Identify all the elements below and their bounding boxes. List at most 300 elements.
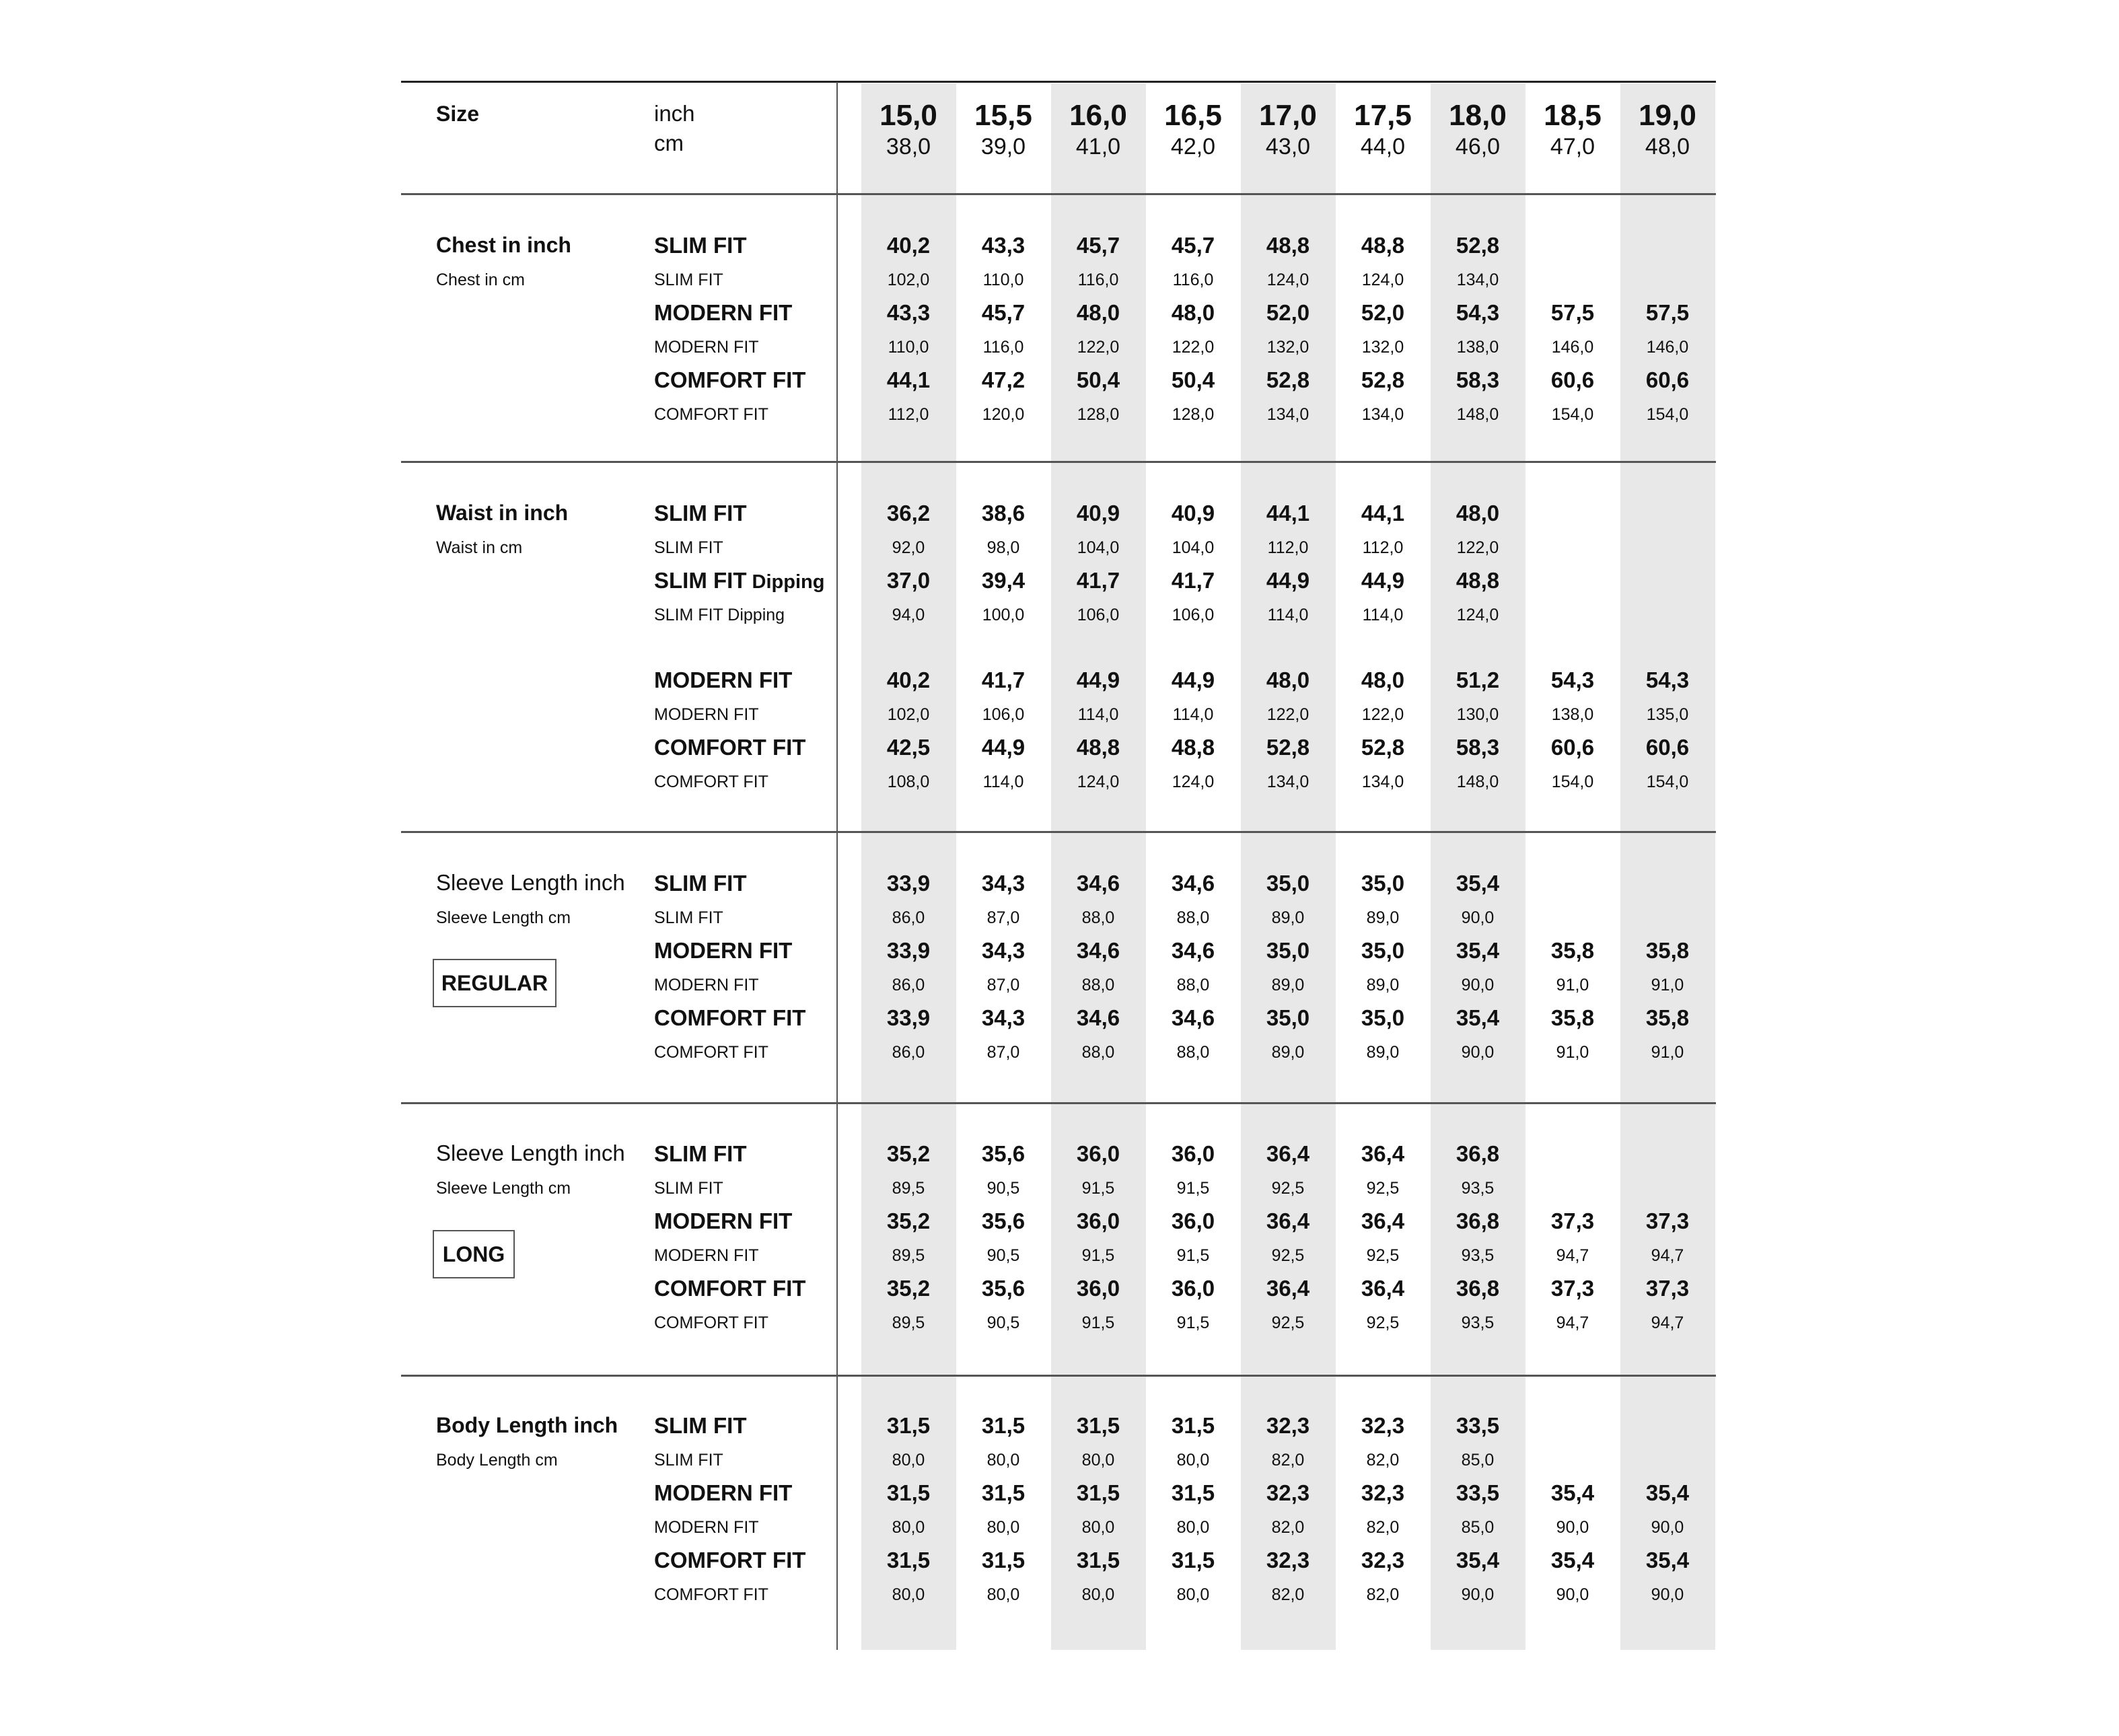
value-inch: 32,3 (1266, 1413, 1310, 1438)
value-inch: 35,2 (886, 1141, 931, 1166)
value-inch: 31,5 (886, 1548, 931, 1572)
value-cm: 132,0 (1361, 338, 1404, 357)
value-inch: 34,3 (981, 938, 1026, 963)
size-inch-header: 17,0 (1259, 99, 1317, 132)
value-inch: 40,9 (1076, 501, 1120, 526)
value-cm: 116,0 (1077, 270, 1119, 289)
value-cm: 114,0 (1362, 606, 1404, 624)
value-cm: 134,0 (1266, 772, 1309, 791)
value-cm: 134,0 (1361, 772, 1404, 791)
value-inch: 34,3 (981, 871, 1026, 896)
value-inch: 35,2 (886, 1208, 931, 1233)
value-inch: 31,5 (886, 1480, 931, 1505)
value-inch: 52,8 (1266, 367, 1310, 392)
value-inch: 33,5 (1456, 1413, 1500, 1438)
value-cm: 89,0 (1366, 908, 1400, 927)
value-inch: 48,0 (1076, 300, 1120, 325)
fit-label: SLIM FIT (654, 1451, 723, 1470)
fit-label: COMFORT FIT (654, 1276, 806, 1301)
value-inch: 35,0 (1266, 871, 1310, 896)
value-inch: 51,2 (1456, 667, 1500, 692)
size-inch-header: 18,5 (1544, 99, 1602, 132)
value-inch: 60,6 (1645, 735, 1690, 760)
value-cm: 88,0 (1176, 1043, 1210, 1062)
value-cm: 82,0 (1366, 1585, 1400, 1604)
fit-label: SLIM FIT (654, 1179, 723, 1198)
size-cm-header: 38,0 (886, 134, 931, 159)
value-inch: 48,0 (1171, 300, 1215, 325)
value-inch: 35,8 (1550, 1005, 1595, 1030)
value-cm: 124,0 (1361, 270, 1404, 289)
fit-label: COMFORT FIT (654, 1548, 806, 1572)
value-cm: 91,0 (1556, 1043, 1589, 1062)
value-cm: 92,5 (1366, 1246, 1400, 1265)
section-divider (401, 1375, 1716, 1377)
value-inch: 44,1 (886, 367, 931, 392)
value-cm: 138,0 (1551, 705, 1594, 724)
value-cm: 104,0 (1172, 538, 1215, 557)
fit-label: COMFORT FIT (654, 367, 806, 392)
value-cm: 80,0 (892, 1585, 925, 1604)
value-inch: 36,4 (1266, 1276, 1310, 1301)
value-cm: 102,0 (887, 270, 930, 289)
section-label-cm: Waist in cm (436, 538, 523, 557)
value-cm: 89,0 (1271, 976, 1305, 994)
fit-label: MODERN FIT (654, 705, 759, 724)
value-inch: 48,8 (1171, 735, 1215, 760)
value-inch: 52,0 (1266, 300, 1310, 325)
size-cm-header: 43,0 (1265, 134, 1311, 159)
value-cm: 90,5 (986, 1246, 1020, 1265)
fit-label: SLIM FIT (654, 233, 747, 258)
value-inch: 31,5 (981, 1548, 1026, 1572)
value-cm: 85,0 (1461, 1518, 1495, 1537)
value-cm: 122,0 (1266, 705, 1309, 724)
value-cm: 90,0 (1556, 1518, 1589, 1537)
value-inch: 36,0 (1076, 1276, 1120, 1301)
value-inch: 48,0 (1266, 667, 1310, 692)
value-cm: 88,0 (1081, 908, 1115, 927)
value-cm: 82,0 (1271, 1518, 1305, 1537)
fit-label: SLIM FIT Dipping (654, 568, 825, 593)
value-inch: 32,3 (1266, 1548, 1310, 1572)
value-cm: 85,0 (1461, 1451, 1495, 1470)
value-inch: 54,3 (1550, 667, 1595, 692)
value-inch: 35,4 (1550, 1480, 1595, 1505)
value-inch: 36,2 (886, 501, 931, 526)
value-cm: 94,7 (1651, 1246, 1684, 1265)
value-cm: 80,0 (986, 1451, 1020, 1470)
value-cm: 90,0 (1461, 1585, 1495, 1604)
value-inch: 41,7 (1171, 568, 1215, 593)
value-cm: 116,0 (982, 338, 1024, 357)
value-cm: 90,0 (1651, 1518, 1684, 1537)
value-inch: 34,6 (1076, 871, 1120, 896)
value-cm: 112,0 (1267, 538, 1309, 557)
size-cm-header: 48,0 (1645, 134, 1690, 159)
value-inch: 37,3 (1550, 1276, 1595, 1301)
top-rule (401, 81, 1716, 83)
value-cm: 91,5 (1081, 1179, 1115, 1198)
value-cm: 91,5 (1081, 1246, 1115, 1265)
value-cm: 106,0 (982, 705, 1025, 724)
size-inch-header: 15,0 (879, 99, 937, 132)
size-inch-header: 16,5 (1164, 99, 1222, 132)
value-inch: 35,2 (886, 1276, 931, 1301)
value-cm: 154,0 (1551, 772, 1594, 791)
value-cm: 87,0 (986, 976, 1020, 994)
value-inch: 57,5 (1645, 300, 1690, 325)
value-inch: 36,4 (1361, 1208, 1405, 1233)
value-cm: 80,0 (1176, 1451, 1210, 1470)
value-inch: 41,7 (1076, 568, 1120, 593)
value-cm: 91,0 (1651, 1043, 1684, 1062)
value-inch: 36,4 (1361, 1141, 1405, 1166)
value-cm: 93,5 (1461, 1313, 1495, 1332)
size-cm-header: 39,0 (980, 134, 1026, 159)
value-inch: 50,4 (1171, 367, 1215, 392)
section-divider (401, 193, 1716, 195)
value-inch: 35,0 (1266, 938, 1310, 963)
value-inch: 44,9 (1171, 667, 1215, 692)
value-inch: 43,3 (886, 300, 931, 325)
fit-label: SLIM FIT (654, 538, 723, 557)
fit-label: MODERN FIT (654, 300, 793, 325)
value-cm: 90,0 (1461, 976, 1495, 994)
value-inch: 32,3 (1361, 1548, 1405, 1572)
value-cm: 114,0 (1077, 705, 1119, 724)
value-inch: 35,6 (981, 1276, 1026, 1301)
value-inch: 33,9 (886, 938, 931, 963)
value-inch: 32,3 (1361, 1413, 1405, 1438)
value-cm: 80,0 (892, 1451, 925, 1470)
value-inch: 35,0 (1361, 938, 1405, 963)
column-divider (836, 82, 838, 1650)
fit-label: MODERN FIT (654, 976, 759, 994)
value-inch: 36,0 (1076, 1208, 1120, 1233)
value-inch: 36,0 (1171, 1276, 1215, 1301)
value-inch: 37,3 (1645, 1208, 1690, 1233)
value-inch: 45,7 (1076, 233, 1120, 258)
value-inch: 60,6 (1645, 367, 1690, 392)
value-cm: 89,5 (892, 1179, 925, 1198)
value-inch: 37,3 (1645, 1276, 1690, 1301)
unit-inch-label: inch (654, 101, 695, 126)
value-inch: 35,4 (1645, 1480, 1690, 1505)
value-inch: 40,2 (886, 667, 931, 692)
value-inch: 44,9 (1266, 568, 1310, 593)
fit-label: MODERN FIT (654, 1480, 793, 1505)
value-cm: 108,0 (887, 772, 930, 791)
value-cm: 93,5 (1461, 1246, 1495, 1265)
fit-label: MODERN FIT (654, 1246, 759, 1265)
sleeve-type-badge: REGULAR (433, 959, 556, 1007)
value-cm: 130,0 (1456, 705, 1499, 724)
sleeve-type-badge: LONG (433, 1230, 515, 1278)
value-cm: 122,0 (1172, 338, 1215, 357)
value-cm: 82,0 (1366, 1451, 1400, 1470)
value-cm: 132,0 (1266, 338, 1309, 357)
value-inch: 58,3 (1456, 735, 1500, 760)
value-inch: 31,5 (1076, 1548, 1120, 1572)
size-cm-header: 41,0 (1075, 134, 1121, 159)
value-cm: 89,5 (892, 1313, 925, 1332)
value-cm: 80,0 (986, 1518, 1020, 1537)
value-cm: 91,5 (1176, 1313, 1210, 1332)
fit-label: COMFORT FIT (654, 1043, 768, 1062)
value-inch: 32,3 (1361, 1480, 1405, 1505)
fit-label: SLIM FIT (654, 908, 723, 927)
value-cm: 92,0 (892, 538, 925, 557)
value-cm: 120,0 (982, 405, 1025, 424)
value-inch: 37,0 (886, 568, 931, 593)
value-inch: 31,5 (1171, 1480, 1215, 1505)
value-inch: 35,4 (1456, 938, 1500, 963)
value-cm: 94,0 (892, 606, 925, 624)
value-cm: 110,0 (982, 270, 1024, 289)
value-cm: 138,0 (1456, 338, 1499, 357)
value-inch: 44,1 (1266, 501, 1310, 526)
unit-cm-label: cm (654, 131, 684, 155)
value-cm: 91,0 (1651, 976, 1684, 994)
value-inch: 35,8 (1645, 938, 1690, 963)
value-cm: 90,0 (1461, 908, 1495, 927)
value-inch: 54,3 (1456, 300, 1500, 325)
value-cm: 91,0 (1556, 976, 1589, 994)
value-cm: 90,5 (986, 1313, 1020, 1332)
value-cm: 135,0 (1646, 705, 1689, 724)
value-inch: 36,0 (1171, 1208, 1215, 1233)
value-cm: 104,0 (1077, 538, 1120, 557)
value-cm: 124,0 (1266, 270, 1309, 289)
value-cm: 148,0 (1456, 772, 1499, 791)
value-inch: 33,9 (886, 1005, 931, 1030)
value-inch: 31,5 (1076, 1413, 1120, 1438)
value-cm: 92,5 (1271, 1313, 1305, 1332)
size-inch-header: 16,0 (1069, 99, 1127, 132)
fit-label: COMFORT FIT (654, 735, 806, 760)
value-cm: 146,0 (1551, 338, 1594, 357)
value-inch: 34,6 (1171, 938, 1215, 963)
value-inch: 54,3 (1645, 667, 1690, 692)
value-cm: 92,5 (1271, 1179, 1305, 1198)
value-cm: 94,7 (1556, 1246, 1589, 1265)
value-cm: 90,0 (1556, 1585, 1589, 1604)
value-inch: 36,4 (1266, 1141, 1310, 1166)
value-inch: 33,5 (1456, 1480, 1500, 1505)
value-inch: 48,8 (1456, 568, 1500, 593)
section-label-cm: Chest in cm (436, 270, 525, 289)
value-inch: 44,9 (1361, 568, 1405, 593)
value-inch: 44,9 (981, 735, 1026, 760)
value-inch: 48,8 (1361, 233, 1405, 258)
value-inch: 34,3 (981, 1005, 1026, 1030)
value-cm: 82,0 (1366, 1518, 1400, 1537)
value-inch: 35,4 (1456, 1548, 1500, 1572)
value-inch: 48,0 (1361, 667, 1405, 692)
value-inch: 45,7 (981, 300, 1026, 325)
fit-label: SLIM FIT (654, 1413, 747, 1438)
value-cm: 87,0 (986, 908, 1020, 927)
value-inch: 35,4 (1456, 871, 1500, 896)
value-cm: 89,5 (892, 1246, 925, 1265)
value-cm: 128,0 (1172, 405, 1215, 424)
value-cm: 86,0 (892, 908, 925, 927)
value-cm: 114,0 (1267, 606, 1309, 624)
size-cm-header: 46,0 (1455, 134, 1501, 159)
value-cm: 88,0 (1081, 1043, 1115, 1062)
value-cm: 88,0 (1176, 976, 1210, 994)
value-inch: 43,3 (981, 233, 1026, 258)
size-inch-header: 17,5 (1354, 99, 1412, 132)
value-inch: 35,4 (1456, 1005, 1500, 1030)
value-inch: 36,8 (1456, 1141, 1500, 1166)
value-inch: 35,8 (1645, 1005, 1690, 1030)
fit-label: COMFORT FIT (654, 1585, 768, 1604)
value-inch: 34,6 (1171, 1005, 1215, 1030)
value-inch: 35,4 (1550, 1548, 1595, 1572)
value-cm: 122,0 (1361, 705, 1404, 724)
fit-label: COMFORT FIT (654, 1005, 806, 1030)
value-cm: 100,0 (982, 606, 1025, 624)
section-label-inch: Sleeve Length inch (436, 1141, 625, 1165)
value-inch: 31,5 (886, 1413, 931, 1438)
value-cm: 80,0 (986, 1585, 1020, 1604)
fit-label: COMFORT FIT (654, 772, 768, 791)
value-inch: 36,4 (1266, 1208, 1310, 1233)
value-cm: 92,5 (1271, 1246, 1305, 1265)
fit-label: COMFORT FIT (654, 405, 768, 424)
value-cm: 80,0 (1176, 1585, 1210, 1604)
value-inch: 34,6 (1076, 1005, 1120, 1030)
value-inch: 32,3 (1266, 1480, 1310, 1505)
value-inch: 42,5 (886, 735, 931, 760)
value-inch: 31,5 (981, 1480, 1026, 1505)
value-inch: 47,2 (981, 367, 1026, 392)
value-inch: 35,6 (981, 1141, 1026, 1166)
value-cm: 91,5 (1081, 1313, 1115, 1332)
section-divider (401, 831, 1716, 833)
value-cm: 122,0 (1077, 338, 1120, 357)
section-label-inch: Sleeve Length inch (436, 870, 625, 895)
value-cm: 112,0 (1362, 538, 1404, 557)
value-cm: 122,0 (1456, 538, 1499, 557)
fit-label: MODERN FIT (654, 338, 759, 357)
section-label-inch: Body Length inch (436, 1413, 618, 1437)
value-inch: 31,5 (981, 1413, 1026, 1438)
value-cm: 112,0 (888, 405, 929, 424)
value-cm: 134,0 (1456, 270, 1499, 289)
value-inch: 52,0 (1361, 300, 1405, 325)
fit-label: SLIM FIT (654, 1141, 747, 1166)
value-cm: 80,0 (1081, 1518, 1115, 1537)
fit-label: SLIM FIT Dipping (654, 606, 785, 624)
value-cm: 106,0 (1077, 606, 1120, 624)
section-label-cm: Body Length cm (436, 1451, 558, 1470)
value-inch: 31,5 (1171, 1413, 1215, 1438)
value-inch: 52,8 (1361, 735, 1405, 760)
value-inch: 48,8 (1076, 735, 1120, 760)
section-divider (401, 461, 1716, 463)
value-inch: 38,6 (981, 501, 1026, 526)
value-cm: 80,0 (1176, 1518, 1210, 1537)
value-inch: 52,8 (1361, 367, 1405, 392)
value-inch: 41,7 (981, 667, 1026, 692)
value-inch: 36,4 (1361, 1276, 1405, 1301)
size-cm-header: 47,0 (1550, 134, 1595, 159)
size-inch-header: 19,0 (1639, 99, 1696, 132)
value-inch: 40,2 (886, 233, 931, 258)
section-label-inch: Waist in inch (436, 501, 569, 525)
value-cm: 92,5 (1366, 1179, 1400, 1198)
value-cm: 80,0 (892, 1518, 925, 1537)
value-cm: 90,0 (1461, 1043, 1495, 1062)
value-inch: 35,0 (1361, 871, 1405, 896)
value-cm: 88,0 (1081, 976, 1115, 994)
value-cm: 90,5 (986, 1179, 1020, 1198)
value-cm: 106,0 (1172, 606, 1215, 624)
value-cm: 128,0 (1077, 405, 1120, 424)
fit-label: MODERN FIT (654, 1208, 793, 1233)
fit-label: SLIM FIT (654, 501, 747, 526)
value-inch: 36,8 (1456, 1276, 1500, 1301)
value-cm: 114,0 (982, 772, 1024, 791)
value-inch: 58,3 (1456, 367, 1500, 392)
value-cm: 134,0 (1266, 405, 1309, 424)
value-cm: 93,5 (1461, 1179, 1495, 1198)
value-cm: 82,0 (1271, 1585, 1305, 1604)
value-inch: 36,0 (1171, 1141, 1215, 1166)
value-cm: 90,0 (1651, 1585, 1684, 1604)
value-inch: 44,1 (1361, 501, 1405, 526)
value-inch: 33,9 (886, 871, 931, 896)
value-inch: 52,8 (1266, 735, 1310, 760)
fit-label: SLIM FIT (654, 270, 723, 289)
size-cm-header: 44,0 (1360, 134, 1406, 159)
size-inch-header: 18,0 (1449, 99, 1507, 132)
size-inch-header: 15,5 (974, 99, 1032, 132)
value-inch: 35,8 (1550, 938, 1595, 963)
value-inch: 39,4 (981, 568, 1026, 593)
size-cm-header: 42,0 (1170, 134, 1216, 159)
value-cm: 89,0 (1366, 1043, 1400, 1062)
value-inch: 31,5 (1076, 1480, 1120, 1505)
value-cm: 91,5 (1176, 1179, 1210, 1198)
value-cm: 124,0 (1077, 772, 1120, 791)
value-cm: 80,0 (1081, 1451, 1115, 1470)
value-cm: 86,0 (892, 976, 925, 994)
value-inch: 36,0 (1076, 1141, 1120, 1166)
value-cm: 110,0 (888, 338, 929, 357)
value-inch: 31,5 (1171, 1548, 1215, 1572)
fit-suffix: Dipping (746, 571, 825, 593)
fit-label: SLIM FIT (654, 871, 747, 896)
value-cm: 124,0 (1456, 606, 1499, 624)
value-inch: 37,3 (1550, 1208, 1595, 1233)
fit-label: MODERN FIT (654, 667, 793, 692)
value-inch: 57,5 (1550, 300, 1595, 325)
value-cm: 88,0 (1176, 908, 1210, 927)
value-cm: 134,0 (1361, 405, 1404, 424)
section-label-cm: Sleeve Length cm (436, 908, 571, 927)
value-cm: 91,5 (1176, 1246, 1210, 1265)
value-inch: 48,0 (1456, 501, 1500, 526)
value-inch: 34,6 (1076, 938, 1120, 963)
fit-label: MODERN FIT (654, 938, 793, 963)
value-inch: 35,0 (1266, 1005, 1310, 1030)
fit-label: COMFORT FIT (654, 1313, 768, 1332)
value-inch: 60,6 (1550, 367, 1595, 392)
